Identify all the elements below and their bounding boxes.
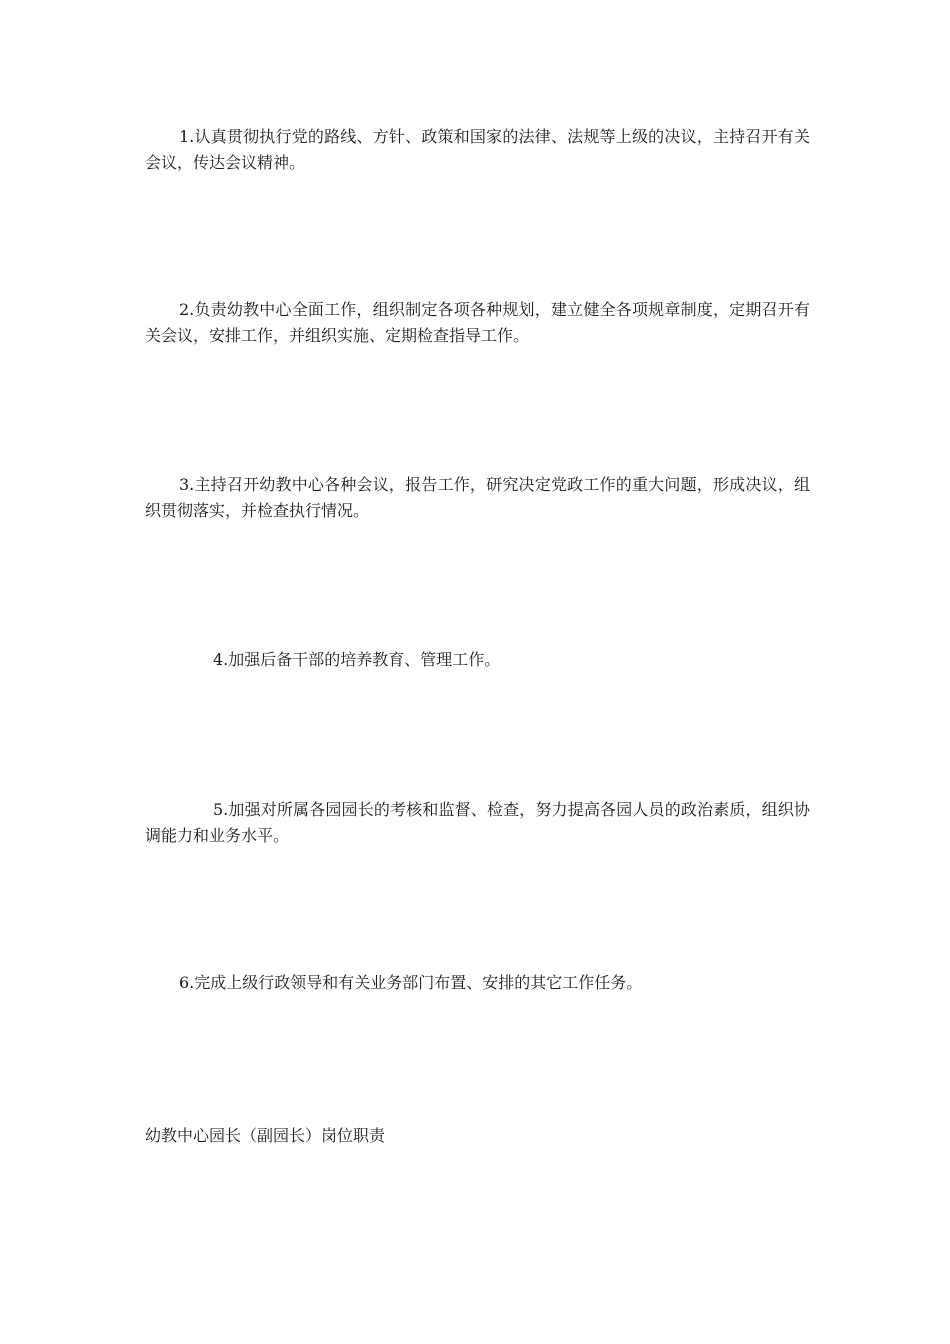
duty-item-1: 1.认真贯彻执行党的路线、方针、政策和国家的法律、法规等上级的决议，主持召开有关会议，传达会议精神。 — [145, 127, 810, 172]
section-heading: 幼教中心园长（副园长）岗位职责 — [145, 1126, 386, 1145]
duty-item-4: 4.加强后备干部的培养教育、管理工作。 — [213, 650, 501, 669]
duty-item-6: 6.完成上级行政领导和有关业务部门布置、安排的其它工作任务。 — [179, 973, 643, 992]
duty-item-2: 2.负责幼教中心全面工作，组织制定各项各种规划，建立健全各项规章制度，定期召开有关会议，安排工作，并组织实施、定期检查指导工作。 — [145, 300, 810, 345]
duty-item-5: 5.加强对所属各园园长的考核和监督、检查，努力提高各园人员的政治素质，组织协调能力和业务水平。 — [145, 800, 810, 845]
duty-item-3: 3.主持召开幼教中心各种会议，报告工作，研究决定党政工作的重大问题，形成决议，组织贯彻落实，并检查执行情况。 — [145, 475, 810, 520]
